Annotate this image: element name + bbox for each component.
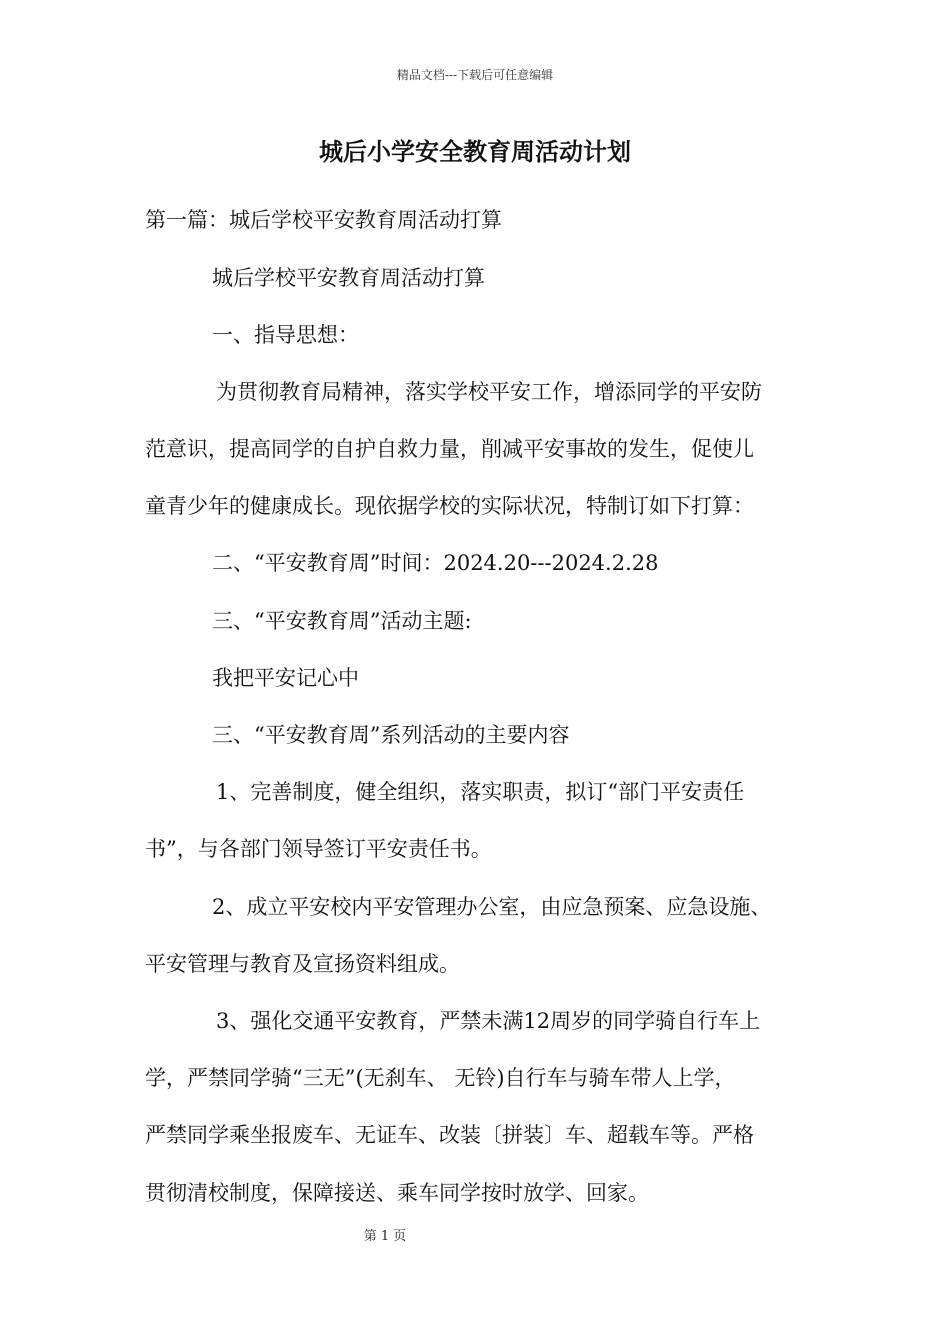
paragraph-line: 学，严禁同学骑“三无”(无刹车、 无铃)自行车与骑车带人上学， <box>145 1066 736 1090</box>
paragraph-line: 书”，与各部门领导签订平安责任书。 <box>145 837 492 861</box>
page-number: 第 1 页 <box>363 1229 407 1244</box>
page-header: 精品文档---下载后可任意编辑 <box>396 68 554 82</box>
heading-time: 二、“平安教育周”时间：2024.20---2024.2.28 <box>212 551 659 575</box>
paragraph-line: 为贯彻教育局精神，落实学校平安工作，增添同学的平安防 <box>216 380 762 404</box>
paragraph-line: 贯彻清校制度，保障接送、乘车同学按时放学、回家。 <box>145 1181 649 1205</box>
document-title: 城后小学安全教育周活动计划 <box>319 137 631 166</box>
heading-theme: 三、“平安教育周”活动主题: <box>212 609 472 633</box>
theme-text: 我把平安记心中 <box>212 666 359 690</box>
paragraph-line: 范意识，提高同学的自护自救力量，削减平安事故的发生，促使儿 <box>145 437 754 461</box>
paragraph-line: 童青少年的健康成长。现依据学校的实际状况，特制订如下打算： <box>145 494 754 518</box>
paragraph-line: 3、强化交通平安教育，严禁未满12周岁的同学骑自行车上 <box>216 1009 761 1033</box>
paragraph-line: 严禁同学乘坐报废车、无证车、改装〔拼装〕车、超载车等。严格 <box>145 1123 754 1147</box>
heading-guiding-thought: 一、指导思想： <box>212 323 359 347</box>
paragraph-line: 平安管理与教育及宣扬资料组成。 <box>145 952 460 976</box>
paragraph-line: 2、成立平安校内平安管理办公室，由应急预案、应急设施、 <box>212 895 772 919</box>
section-heading: 第一篇：城后学校平安教育周活动打算 <box>145 208 502 232</box>
subtitle: 城后学校平安教育周活动打算 <box>212 266 485 290</box>
heading-content: 三、“平安教育周”系列活动的主要内容 <box>212 723 570 747</box>
paragraph-line: 1、完善制度，健全组织，落实职责，拟订“部门平安责任 <box>216 780 745 804</box>
